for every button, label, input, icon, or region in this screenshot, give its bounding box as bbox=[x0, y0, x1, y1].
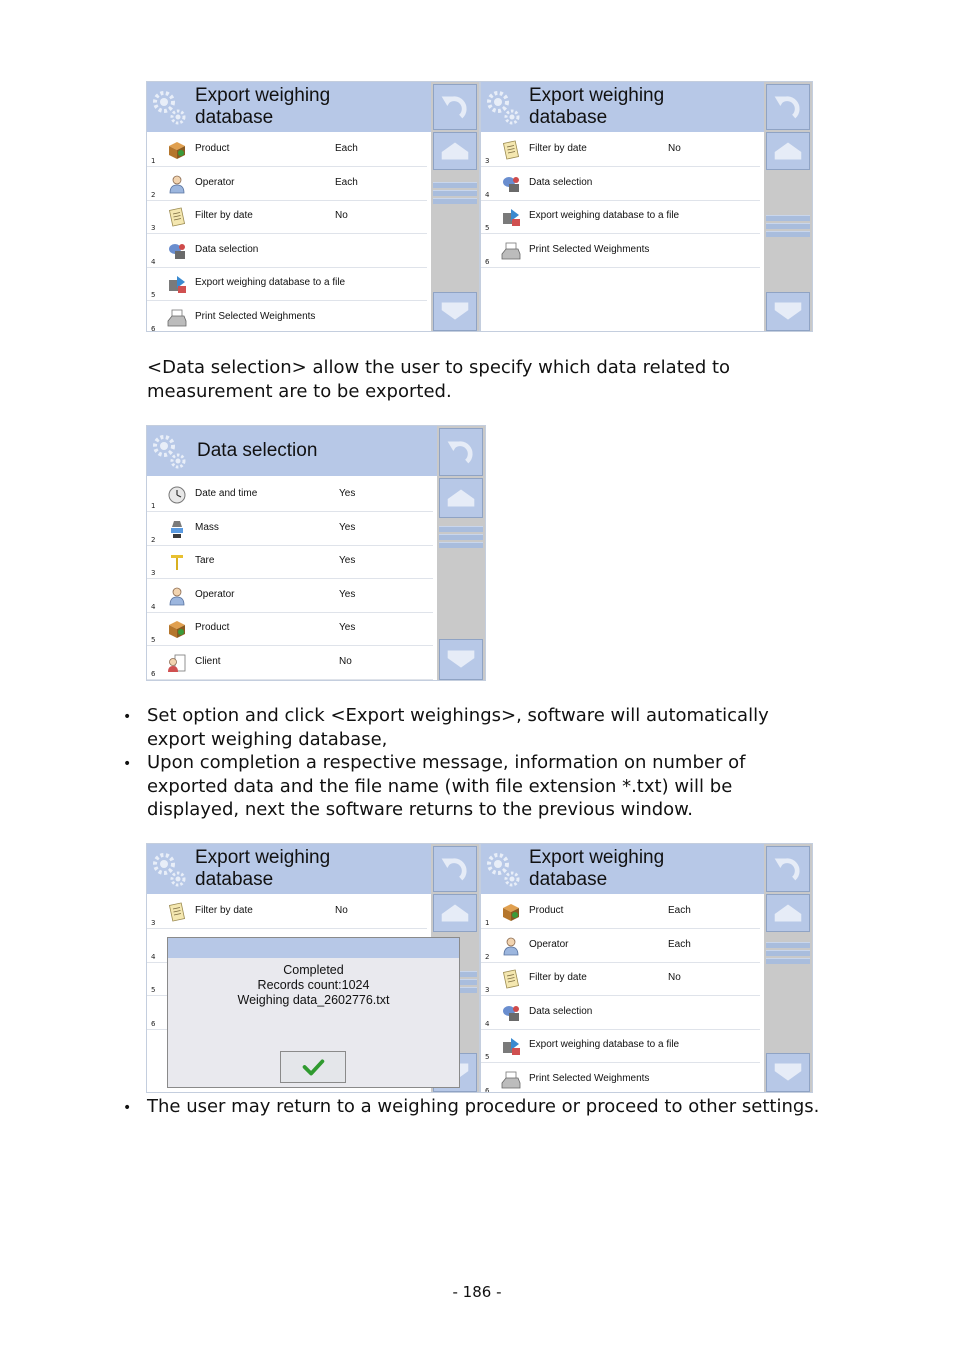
scroll-down-button[interactable] bbox=[433, 292, 477, 331]
scroll-thumb[interactable] bbox=[437, 523, 485, 553]
row-number: 6 bbox=[151, 669, 156, 678]
row-number: 5 bbox=[485, 1053, 490, 1061]
row-number: 4 bbox=[151, 602, 156, 611]
scrollbar[interactable] bbox=[764, 82, 812, 331]
row-value: Yes bbox=[339, 555, 356, 566]
row-number: 3 bbox=[485, 157, 490, 165]
row-value: No bbox=[668, 143, 681, 154]
scroll-down-button[interactable] bbox=[766, 292, 810, 331]
scrollbar[interactable] bbox=[437, 426, 485, 680]
bullet-text-1: Set option and click <Export weighings>, software will automatically export weighing database, bbox=[147, 705, 769, 750]
row-label: Data selection bbox=[529, 176, 593, 188]
screen-export-database-3 bbox=[480, 843, 813, 1093]
row-value: Each bbox=[668, 905, 691, 916]
row-label: Filter by date bbox=[195, 210, 253, 221]
row-value: Yes bbox=[339, 622, 356, 633]
back-button[interactable] bbox=[433, 84, 477, 130]
row-number: 4 bbox=[485, 1019, 490, 1028]
list-row[interactable] bbox=[147, 895, 427, 929]
row-label: Print Selected Weighments bbox=[195, 310, 316, 322]
row-label: Filter by date bbox=[529, 143, 587, 154]
row-label: Date and time bbox=[195, 488, 258, 499]
scroll-thumb[interactable] bbox=[764, 939, 812, 969]
row-label: Print Selected Weighments bbox=[529, 1072, 650, 1084]
row-value: Each bbox=[668, 938, 691, 950]
screen-header bbox=[147, 426, 437, 476]
back-button[interactable] bbox=[433, 846, 477, 892]
row-label: Product bbox=[529, 905, 564, 916]
back-button[interactable] bbox=[439, 428, 483, 476]
list-row[interactable] bbox=[147, 167, 427, 201]
row-label: Product bbox=[195, 622, 230, 633]
row-value: No bbox=[668, 972, 681, 983]
screen-title: Export weighing database bbox=[529, 85, 665, 128]
list-row[interactable] bbox=[481, 200, 760, 234]
screen-export-database-2 bbox=[480, 81, 813, 332]
row-label: Operator bbox=[529, 938, 569, 950]
data-selection-description: <Data selection> allow the user to specify which data related to measurement are to be exported. bbox=[147, 357, 731, 402]
list-row[interactable] bbox=[147, 612, 433, 646]
dialog-header bbox=[168, 938, 459, 958]
list-row[interactable] bbox=[147, 133, 427, 167]
back-button[interactable] bbox=[766, 846, 810, 892]
row-label: Export weighing database to a file bbox=[529, 210, 680, 221]
row-number: 5 bbox=[151, 291, 156, 299]
row-value: No bbox=[335, 905, 348, 916]
row-value: Yes bbox=[339, 521, 356, 533]
row-label: Data selection bbox=[195, 243, 259, 255]
row-value: Yes bbox=[339, 488, 356, 499]
list-row[interactable] bbox=[481, 1029, 760, 1063]
screen-data-selection bbox=[146, 425, 486, 681]
home-button[interactable] bbox=[433, 894, 477, 932]
row-number: 1 bbox=[485, 919, 490, 927]
row-label: Client bbox=[195, 655, 221, 667]
row-number: 2 bbox=[485, 952, 490, 961]
list-row[interactable] bbox=[481, 996, 760, 1030]
row-label: Print Selected Weighments bbox=[529, 243, 650, 255]
row-number: 4 bbox=[485, 190, 490, 199]
row-label: Filter by date bbox=[195, 905, 253, 916]
home-button[interactable] bbox=[766, 894, 810, 932]
scrollbar[interactable] bbox=[431, 82, 479, 331]
scroll-thumb[interactable] bbox=[431, 179, 479, 209]
list-row[interactable] bbox=[147, 512, 433, 546]
list-row[interactable] bbox=[147, 301, 427, 333]
row-label: Operator bbox=[195, 176, 235, 188]
home-button[interactable] bbox=[766, 132, 810, 170]
settings-gear-icon bbox=[151, 432, 187, 470]
screen-header bbox=[481, 82, 764, 132]
row-number: 6 bbox=[485, 1086, 490, 1093]
settings-gear-icon bbox=[151, 88, 187, 126]
list-row[interactable] bbox=[481, 962, 760, 996]
screen-header bbox=[481, 844, 764, 894]
row-number: 4 bbox=[151, 952, 156, 961]
row-number: 2 bbox=[151, 190, 156, 199]
scroll-down-button[interactable] bbox=[766, 1053, 810, 1092]
bullet-text-3: The user may return to a weighing procedure or proceed to other settings. bbox=[147, 1096, 820, 1117]
row-label: Mass bbox=[195, 521, 219, 533]
list-row[interactable] bbox=[481, 133, 760, 167]
row-number: 5 bbox=[151, 636, 156, 644]
settings-gear-icon bbox=[151, 850, 187, 888]
list-row[interactable] bbox=[147, 478, 433, 512]
list-row[interactable] bbox=[481, 1063, 760, 1094]
row-label: Product bbox=[195, 143, 230, 154]
list-row[interactable] bbox=[481, 234, 760, 268]
row-number: 6 bbox=[485, 257, 490, 266]
screen-export-database-1 bbox=[146, 81, 480, 332]
row-label: Export weighing database to a file bbox=[529, 1039, 680, 1050]
scroll-thumb[interactable] bbox=[764, 212, 812, 242]
row-label: Operator bbox=[195, 588, 235, 600]
row-number: 1 bbox=[151, 157, 156, 165]
home-button[interactable] bbox=[439, 478, 483, 518]
row-label: Filter by date bbox=[529, 972, 587, 983]
row-number: 6 bbox=[151, 324, 156, 332]
row-number: 3 bbox=[151, 569, 156, 577]
screen-header bbox=[147, 844, 431, 894]
row-value: Each bbox=[335, 176, 358, 188]
list-row[interactable] bbox=[481, 929, 760, 963]
list-row[interactable] bbox=[481, 167, 760, 201]
row-number: 3 bbox=[151, 919, 156, 927]
home-button[interactable] bbox=[433, 132, 477, 170]
list-row[interactable] bbox=[147, 646, 433, 680]
back-button[interactable] bbox=[766, 84, 810, 130]
row-number: 2 bbox=[151, 535, 156, 544]
settings-gear-icon bbox=[485, 850, 521, 888]
dialog-status-text: Completed bbox=[283, 963, 344, 977]
row-value: No bbox=[339, 655, 352, 667]
bullet-marker: • bbox=[123, 756, 132, 772]
row-number: 5 bbox=[151, 986, 156, 994]
list-row[interactable] bbox=[147, 545, 433, 579]
screen-title: Export weighing database bbox=[195, 847, 331, 890]
screen-title: Export weighing database bbox=[529, 847, 665, 890]
screen-title: Export weighing database bbox=[195, 85, 331, 128]
row-value: Yes bbox=[339, 588, 356, 600]
bullet-marker: • bbox=[123, 1100, 132, 1116]
row-number: 6 bbox=[151, 1019, 156, 1028]
row-number: 4 bbox=[151, 257, 156, 266]
dialog-file-name: Weighing data_2602776.txt bbox=[237, 993, 390, 1007]
list-row[interactable] bbox=[481, 895, 760, 929]
row-number: 3 bbox=[151, 224, 156, 232]
scrollbar[interactable] bbox=[764, 844, 812, 1092]
scroll-down-button[interactable] bbox=[439, 639, 483, 680]
row-number: 5 bbox=[485, 224, 490, 232]
list-row[interactable] bbox=[147, 200, 427, 234]
row-number: 3 bbox=[485, 986, 490, 994]
list-row[interactable] bbox=[147, 579, 433, 613]
bullet-marker: • bbox=[123, 709, 132, 725]
checkmark-icon bbox=[281, 1052, 345, 1082]
row-label: Tare bbox=[195, 555, 215, 566]
row-label: Export weighing database to a file bbox=[195, 277, 346, 288]
export-completed-dialog bbox=[167, 937, 460, 1088]
settings-gear-icon bbox=[485, 88, 521, 126]
list-row[interactable] bbox=[147, 267, 427, 301]
screen-title: Data selection bbox=[197, 440, 318, 461]
page-number: - 186 - bbox=[452, 1283, 502, 1301]
ok-button[interactable] bbox=[280, 1051, 346, 1083]
list-row[interactable] bbox=[147, 234, 427, 268]
dialog-records-count: Records count:1024 bbox=[257, 978, 370, 992]
row-value: Each bbox=[335, 143, 358, 154]
row-number: 1 bbox=[151, 502, 156, 510]
row-label: Data selection bbox=[529, 1005, 593, 1017]
bullet-text-2: Upon completion a respective message, information on number of exported data and the file name (with file extension *.txt) will be displayed, next the software returns to the previous window. bbox=[147, 752, 746, 820]
row-value: No bbox=[335, 210, 348, 221]
screen-header bbox=[147, 82, 431, 132]
